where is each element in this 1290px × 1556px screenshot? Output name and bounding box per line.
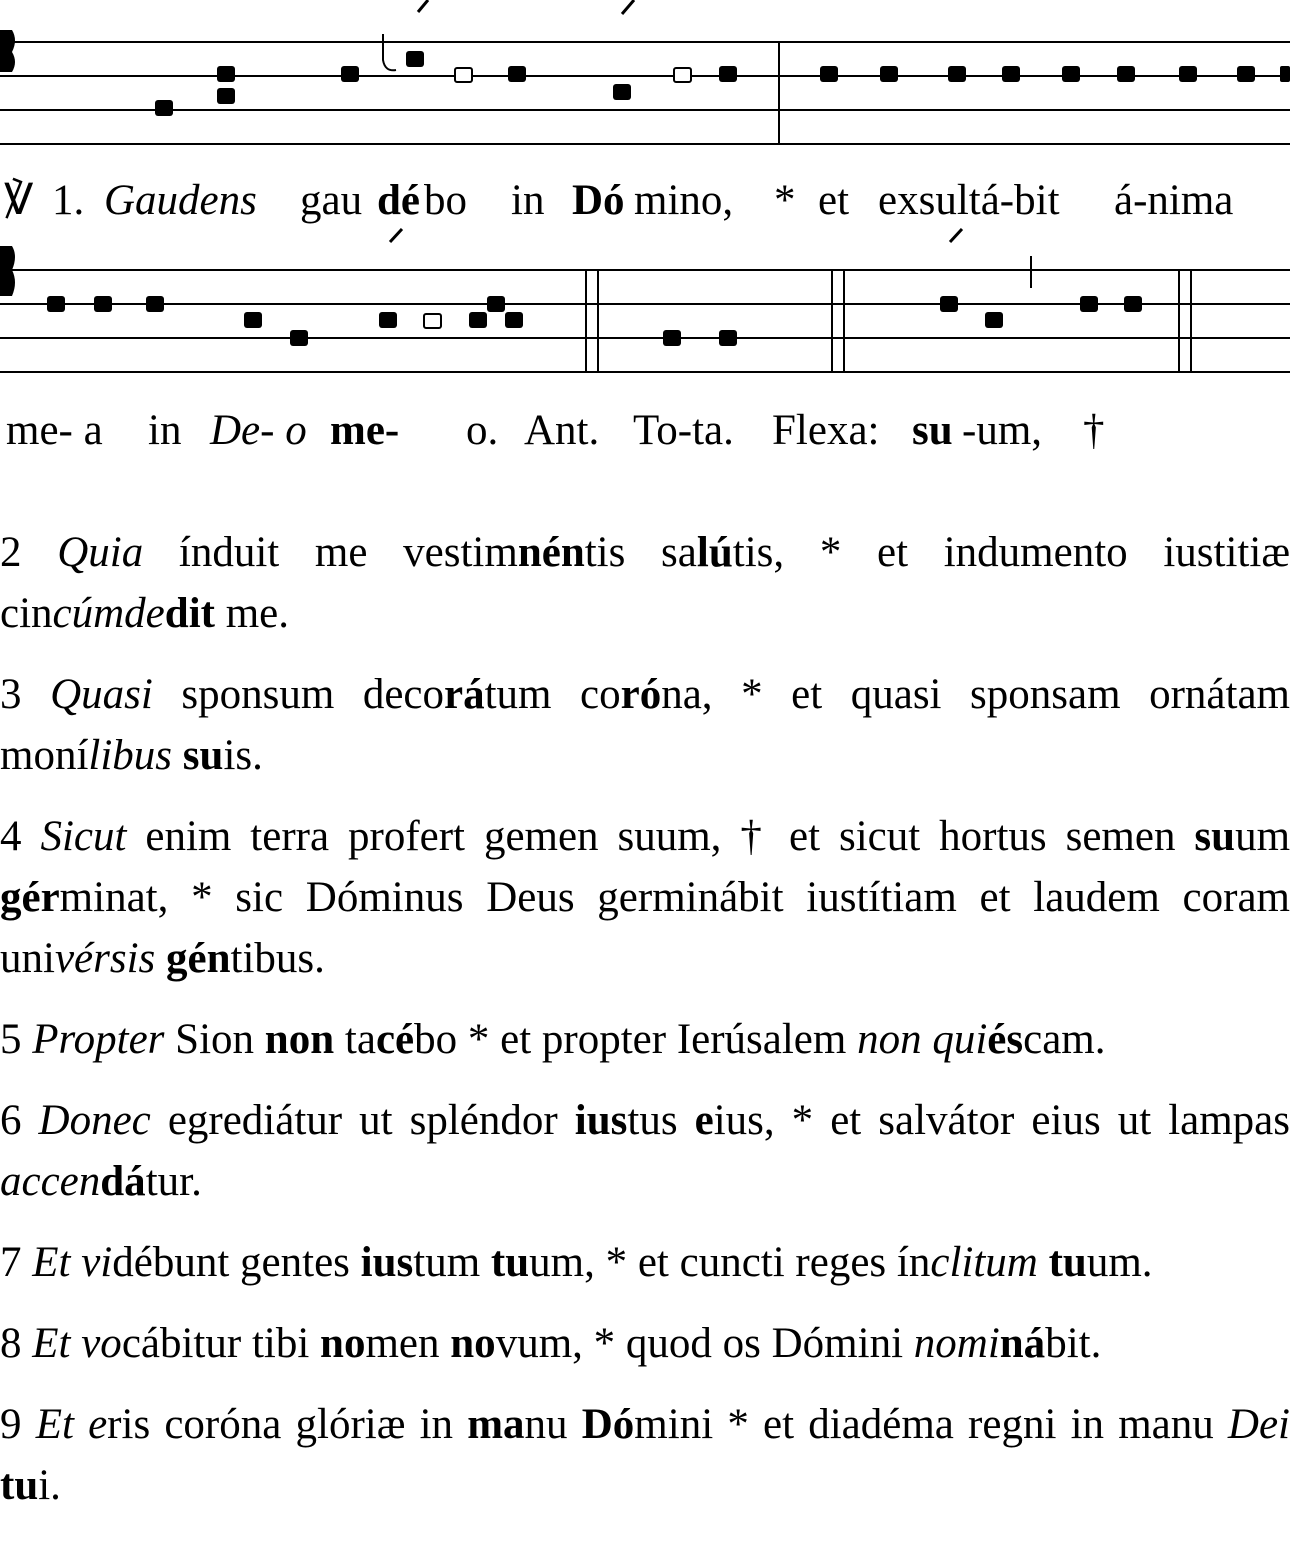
lyric-word: et [818,177,850,224]
verse-text: vum, * quod os Dómini [495,1320,914,1367]
accent-syllable: tu [490,1239,530,1286]
lyric-syllable-accent: Dó [572,177,625,224]
verse-text: ris coróna glóriæ in [107,1401,468,1448]
verse-2 [0,522,1290,644]
verse-text [1038,1239,1049,1286]
preparatory-syllable: nomi [913,1320,1000,1367]
verse-6 [0,1090,1290,1212]
verse-text: tum [413,1239,491,1286]
verse-text: nu [524,1401,582,1448]
verse-text: minat, * sic Dóminus Deus germinábit iustítiam et laudem coram uni [0,874,1290,982]
verse-text: Sion [164,1016,265,1063]
lyric-syllable: mino, [634,177,734,224]
accent-syllable: és [987,1016,1024,1063]
accent-syllable: dit [164,590,215,637]
verse-text: um, * et cuncti reges ín [529,1239,931,1286]
accent-syllable: ius [574,1097,628,1144]
verse-number: 3 [0,671,22,718]
neumes-staff-1 [155,0,1290,116]
verse-number: 4 [0,813,22,860]
accent-syllable: tu [1048,1239,1087,1286]
verse-text: bo * et propter Ierúsalem [414,1016,858,1063]
preparatory-syllable: non qui [857,1016,988,1063]
preparatory-syllable: clitum [930,1239,1038,1286]
accent-syllable: gér [0,874,60,921]
preparatory-syllable: libus [88,732,173,779]
verse-text: enim terra profert gemen suum, † et sicut hortus semen [126,813,1195,860]
verse-number: 9 [0,1401,22,1448]
verse-text: is. [223,732,263,779]
verse-4 [0,806,1290,989]
verse-text: i. [38,1462,61,1509]
verse-text: tus [627,1097,695,1144]
verse-text: sponsum deco [152,671,444,718]
verse-text: um. [1086,1239,1153,1286]
verse-number: 8 [0,1320,22,1367]
lyric-syllable: -um, [962,407,1043,454]
preparatory-syllable: Et vi [32,1239,113,1286]
lyric-syllable-accent: dé [377,177,420,224]
lyric-syllable-accent: me- [330,407,400,454]
verse-text: bit. [1045,1320,1102,1367]
verse-text: tis sa [584,529,697,576]
accent-syllable: lú [696,529,733,576]
lyric-line-1 [0,176,1290,226]
lyric-syllable-accent: su [912,407,953,454]
verse-text: mini * et diadéma regni in manu [634,1401,1228,1448]
verse-text [172,732,183,779]
accent-syllable: su [182,732,224,779]
accent-syllable: e [694,1097,714,1144]
verse-text: tibus. [230,935,325,982]
verse-text: tur. [145,1158,202,1205]
lyric-word: me- a [6,407,103,454]
verse-number: 6 [0,1097,22,1144]
accent-syllable: tu [0,1462,39,1509]
neumes-staff-2 [47,229,1142,346]
lyric-word: De- o [210,407,307,454]
accent-syllable: non [264,1016,335,1063]
accent-syllable: cé [375,1016,415,1063]
verse-5 [0,1009,1290,1070]
preparatory-syllable: Dei [1227,1401,1290,1448]
accent-syllable: gén [166,935,231,982]
lyric-word: á-nima [1114,177,1234,224]
accent-syllable: rá [444,671,485,718]
preparatory-syllable: Et vo [32,1320,122,1367]
verse-text: tis, * et indumento iustitiæ cin [0,529,1290,637]
accent-syllable: Dó [581,1401,635,1448]
preparatory-syllable: Donec [38,1097,151,1144]
accent-syllable: nén [517,529,585,576]
verse-number: 7 [0,1239,22,1286]
preparatory-syllable: cúmde [52,590,165,637]
verse-text: na, * et quasi sponsam ornátam moní [0,671,1290,779]
preparatory-syllable: Et e [35,1401,108,1448]
lyric-syllable: gau [300,177,363,224]
accent-syllable: no [450,1320,496,1367]
accent-syllable: dá [100,1158,146,1205]
preparatory-syllable: Sicut [40,813,127,860]
verse-text: índuit me vestim [143,529,518,576]
c-clef-icon [0,30,15,72]
verse-8 [0,1313,1290,1374]
staff-2 [0,228,1290,378]
versicle-icon: ℣ [4,177,34,224]
verse-7 [0,1232,1290,1293]
preparatory-syllable: vérsis [54,935,156,982]
antiphon-label: Ant. [524,407,600,454]
preparatory-syllable: accen [0,1158,101,1205]
accent-syllable: no [320,1320,366,1367]
antiphon-name: To-ta. [633,407,734,454]
psalm-verses [0,522,1290,1536]
verse-text: um [1235,813,1290,860]
lyric-syllable: bo [424,177,467,224]
lyric-word: in [511,177,545,224]
staff-1 [0,0,1290,150]
preparatory-syllable: Quasi [50,671,153,718]
accent-syllable: ná [999,1320,1046,1367]
verse-9 [0,1394,1290,1516]
verse-text: débunt gentes [112,1239,361,1286]
verse-text: men [365,1320,451,1367]
verse-number: 1. [52,177,85,224]
preparatory-syllable: Propter [32,1016,165,1063]
verse-text: ius, * et salvátor eius ut lampas [713,1097,1290,1144]
asterisk: * [774,177,796,224]
verse-3 [0,664,1290,786]
lyric-line-2 [0,406,1290,456]
verse-text: ta [334,1016,376,1063]
accent-syllable: ma [467,1401,525,1448]
verse-text: egrediátur ut spléndor [150,1097,575,1144]
verse-text: cam. [1023,1016,1106,1063]
lyric-word: exsultá-bit [878,177,1060,224]
dagger-icon: † [1083,407,1105,454]
verse-text [155,935,166,982]
accent-syllable: su [1194,813,1236,860]
accent-syllable: ró [620,671,662,718]
flexa-label: Flexa: [772,407,880,454]
preparatory-syllable: Quia [57,529,144,576]
lyric-word: in [148,407,182,454]
lyric-word: Gaudens [104,177,257,224]
verse-text: cábitur tibi [121,1320,321,1367]
verse-text: tum co [484,671,621,718]
verse-number: 5 [0,1016,22,1063]
verse-text: me. [214,590,290,637]
accent-syllable: ius [360,1239,414,1286]
verse-number: 2 [0,529,22,576]
lyric-syllable: o. [466,407,499,454]
